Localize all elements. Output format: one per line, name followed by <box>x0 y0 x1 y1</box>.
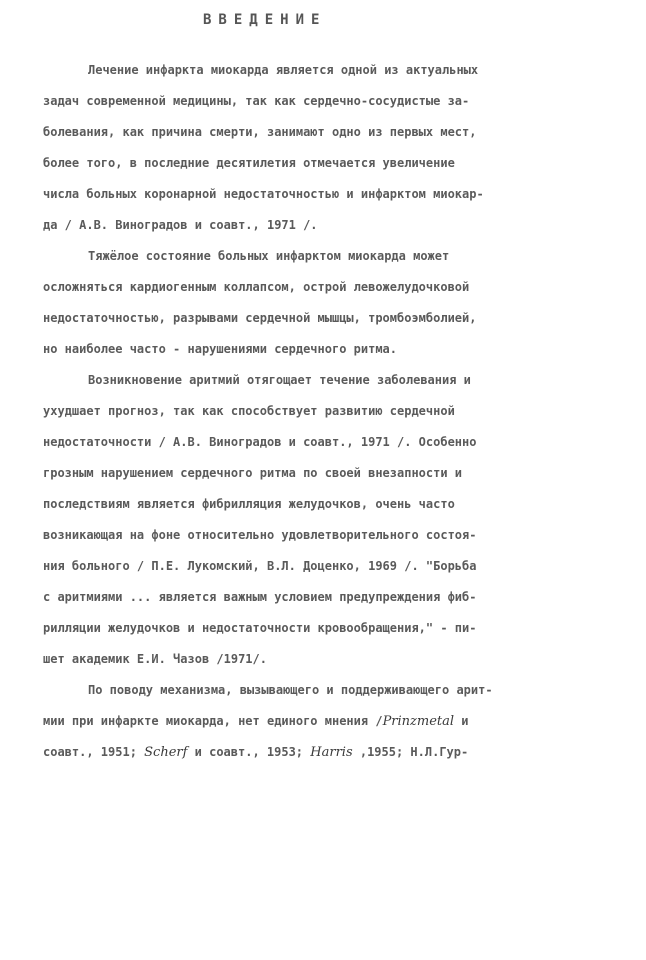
line-text: мии при инфаркте миокарда, нет единого мнения / <box>43 714 383 728</box>
line-text: ,1955; Н.Л.Гур- <box>352 745 469 759</box>
page-title: ВВЕДЕНИЕ <box>203 12 327 28</box>
line-text: соавт., 1951; <box>43 745 137 759</box>
line-text: и <box>454 714 469 728</box>
paragraph-1-line-2: задач современной медицины, так как сердечно-сосудистые за- <box>43 94 470 108</box>
paragraph-3-line-1: Возникновение аритмий отягощает течение заболевания и <box>88 373 471 387</box>
paragraph-2-line-3: недостаточностью, разрывами сердечной мышцы, тромбоэмболией, <box>43 311 477 325</box>
paragraph-2-line-2: осложняться кардиогенным коллапсом, острой левожелудочковой <box>43 280 470 294</box>
handwritten-name-prinzmetal: Prinzmetal <box>382 714 455 729</box>
paragraph-2-line-1: Тяжёлое состояние больных инфарктом миокарда может <box>88 249 450 263</box>
paragraph-3-line-10: шет академик Е.И. Чазов /1971/. <box>43 652 267 666</box>
paragraph-1-line-3: болевания, как причина смерти, занимают одно из первых мест, <box>43 125 477 139</box>
paragraph-3-line-4: грозным нарушением сердечного ритма по своей внезапности и <box>43 466 463 480</box>
paragraph-3-line-5: последствиям является фибрилляция желудочков, очень часто <box>43 497 455 511</box>
paragraph-3-line-8: с аритмиями ... является важным условием предупреждения фиб- <box>43 590 477 604</box>
handwritten-name-harris: Harris <box>310 745 353 760</box>
paragraph-1-line-5: числа больных коронарной недостаточностью и инфарктом миокар- <box>43 187 484 201</box>
paragraph-3-line-6: возникающая на фоне относительно удовлетворительного состоя- <box>43 528 477 542</box>
paragraph-4-line-2 <box>43 713 469 730</box>
paragraph-3-line-2: ухудшает прогноз, так как способствует развитию сердечной <box>43 404 455 418</box>
paragraph-1-line-4: более того, в последние десятилетия отмечается увеличение <box>43 156 455 170</box>
line-text: и соавт., 1953; <box>187 745 304 759</box>
paragraph-1-line-6: да / А.В. Виноградов и соавт., 1971 /. <box>43 218 318 232</box>
paragraph-4-line-3 <box>43 744 468 761</box>
paragraph-3-line-3: недостаточности / А.В. Виноградов и соавт., 1971 /. Особенно <box>43 435 477 449</box>
paragraph-2-line-4: но наиболее часто - нарушениями сердечного ритма. <box>43 342 398 356</box>
paragraph-3-line-7: ния больного / П.Е. Лукомский, В.Л. Доценко, 1969 /. "Борьба <box>43 559 477 573</box>
paragraph-3-line-9: рилляции желудочков и недостаточности кровообращения," - пи- <box>43 621 477 635</box>
handwritten-name-scherf: Scherf <box>144 745 188 760</box>
paragraph-4-line-1: По поводу механизма, вызывающего и поддерживающего арит- <box>88 683 493 697</box>
paragraph-1-line-1: Лечение инфаркта миокарда является одной из актуальных <box>88 63 479 77</box>
